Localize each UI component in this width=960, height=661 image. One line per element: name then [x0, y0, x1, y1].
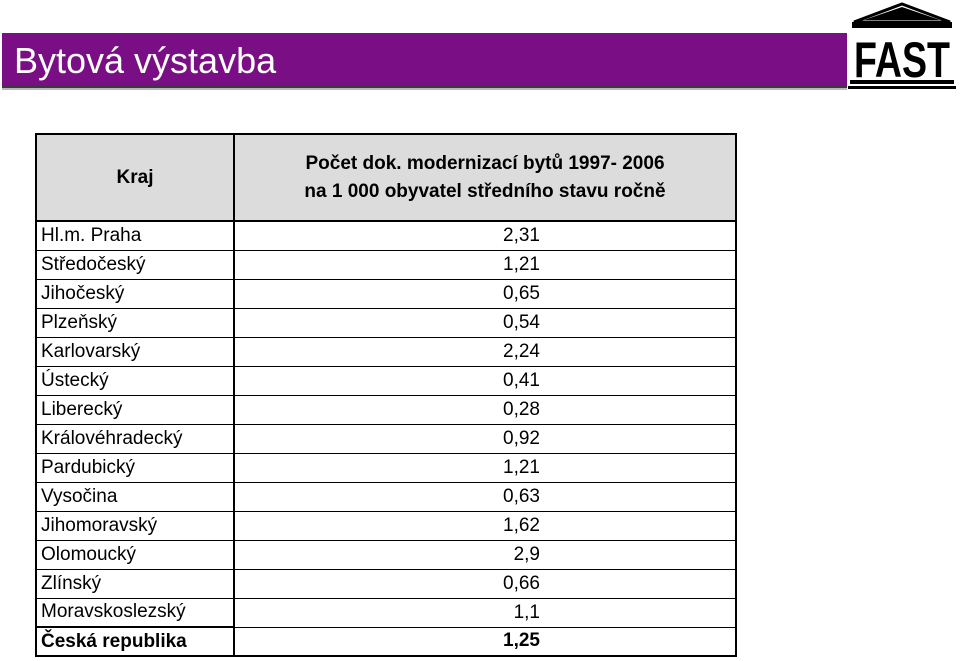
- region-name: Ústecký: [36, 366, 234, 395]
- table-row: [36, 366, 736, 395]
- table-row: [36, 598, 736, 627]
- table-body: [36, 221, 736, 656]
- table-header-row: [36, 134, 736, 221]
- region-value: 0,92: [503, 427, 540, 449]
- region-name: Pardubický: [36, 453, 234, 482]
- table-row: [36, 540, 736, 569]
- region-value-cell: [234, 337, 736, 366]
- region-name: Středočeský: [36, 250, 234, 279]
- region-value-cell: [234, 279, 736, 308]
- region-name: Jihočeský: [36, 279, 234, 308]
- region-name: Jihomoravský: [36, 511, 234, 540]
- region-value: 0,54: [503, 311, 540, 333]
- logo-text: FAST: [854, 32, 950, 88]
- column-header-value-line2: na 1 000 obyvatel středního stavu ročně: [304, 180, 666, 202]
- region-value-cell: [234, 221, 736, 250]
- title-bar: [2, 33, 847, 89]
- region-value: 0,63: [503, 485, 540, 507]
- region-value: 0,65: [503, 282, 540, 304]
- region-value-cell: [234, 511, 736, 540]
- region-value-cell: [234, 453, 736, 482]
- table-row: [36, 424, 736, 453]
- region-value: 1,1: [513, 601, 540, 623]
- total-value-cell: [234, 627, 736, 656]
- region-name: Vysočina: [36, 482, 234, 511]
- region-value: 0,28: [503, 398, 540, 420]
- modernization-table: [35, 133, 737, 657]
- region-value: 0,66: [503, 572, 540, 594]
- table-row: [36, 250, 736, 279]
- region-value-cell: [234, 308, 736, 337]
- table-row: [36, 569, 736, 598]
- region-name: Hl.m. Praha: [36, 221, 234, 250]
- region-value-cell: [234, 424, 736, 453]
- region-value-cell: [234, 366, 736, 395]
- region-value-cell: [234, 569, 736, 598]
- region-name: Královéhradecký: [36, 424, 234, 453]
- total-value: 1,25: [503, 630, 540, 652]
- table-row: [36, 482, 736, 511]
- table-total-row: [36, 627, 736, 656]
- table-row: [36, 395, 736, 424]
- table-row: [36, 337, 736, 366]
- column-header-value-line1: Počet dok. modernizací bytů 1997- 2006: [305, 152, 665, 174]
- region-value: 0,41: [503, 369, 540, 391]
- region-value-cell: [234, 395, 736, 424]
- column-header-region: Kraj: [36, 134, 234, 221]
- table-row: [36, 511, 736, 540]
- region-value: 1,21: [503, 253, 540, 275]
- region-value-cell: [234, 598, 736, 627]
- region-value: 2,31: [503, 224, 540, 246]
- region-name: Moravskoslezský: [36, 598, 234, 627]
- region-name: Olomoucký: [36, 540, 234, 569]
- column-header-value: [234, 134, 736, 221]
- region-value: 1,62: [503, 514, 540, 536]
- region-value-cell: [234, 482, 736, 511]
- table-row: [36, 279, 736, 308]
- table-row: [36, 453, 736, 482]
- title-underline: [2, 88, 847, 90]
- region-value: 2,9: [513, 543, 540, 565]
- slide-title: Bytová výstavba: [14, 40, 277, 81]
- region-value-cell: [234, 540, 736, 569]
- region-value: 2,24: [503, 340, 540, 362]
- region-value: 1,21: [503, 456, 540, 478]
- region-name: Liberecký: [36, 395, 234, 424]
- region-value-cell: [234, 250, 736, 279]
- fast-logo-icon: [846, 2, 958, 94]
- table-row: [36, 221, 736, 250]
- total-region-name: Česká republika: [36, 627, 234, 656]
- region-name: Karlovarský: [36, 337, 234, 366]
- region-name: Plzeňský: [36, 308, 234, 337]
- region-name: Zlínský: [36, 569, 234, 598]
- table-row: [36, 308, 736, 337]
